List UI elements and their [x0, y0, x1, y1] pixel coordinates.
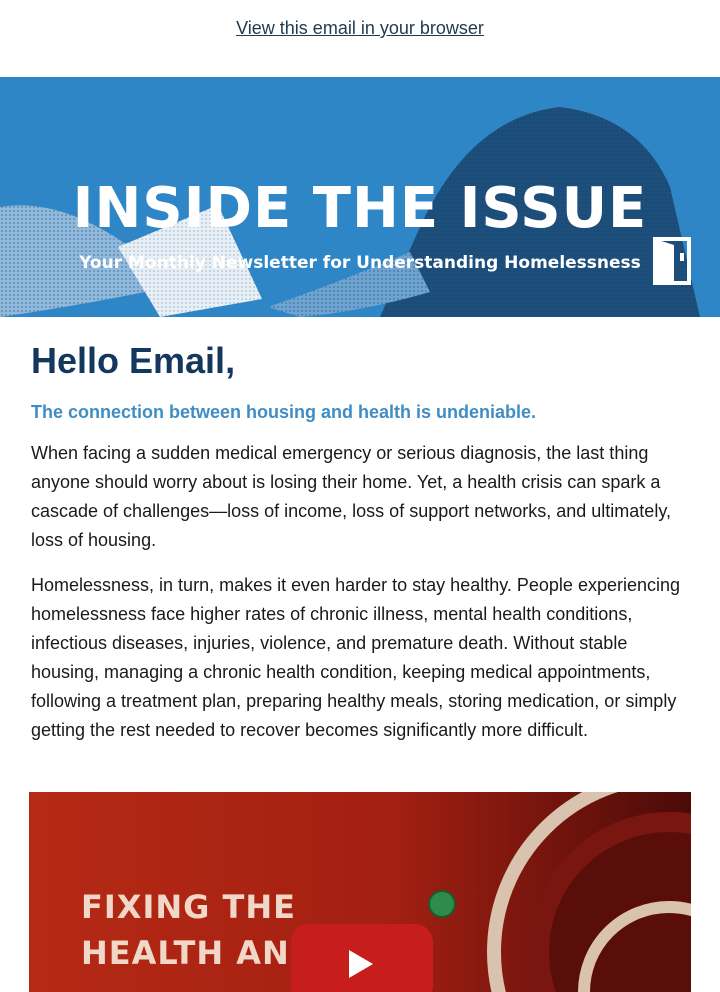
video-thumbnail[interactable]	[29, 792, 691, 992]
lead-text: The connection between housing and health is undeniable.	[31, 402, 537, 423]
video-title-line-2: HEALTH AN	[81, 934, 290, 972]
top-link-bar	[0, 0, 720, 77]
view-in-browser-link[interactable]: View this email in your browser	[236, 18, 484, 38]
play-button[interactable]	[291, 924, 433, 992]
banner-title: INSIDE THE ISSUE	[72, 176, 648, 241]
door-logo-icon	[652, 235, 692, 287]
play-icon	[349, 950, 373, 978]
video-title-line-1: FIXING THE	[81, 888, 296, 926]
email-body	[0, 317, 720, 745]
paragraph-1: When facing a sudden medical emergency or serious diagnosis, the last thing anyone should worry about is losing their home. Yet, a health crisis can spark a cascade of challenges—loss of income, loss of support networks, and ultimately, loss of housing.	[31, 443, 671, 551]
banner-subtitle: Your Monthly Newsletter for Understanding Homelessness	[79, 253, 641, 273]
video-title	[81, 884, 296, 976]
header-banner	[0, 77, 720, 317]
greeting-heading: Hello Email,	[31, 340, 236, 381]
paragraph-2: Homelessness, in turn, makes it even harder to stay healthy. People experiencing homelessness face higher rates of chronic illness, mental health conditions, infectious diseases, injuries, violence, and premature death. Without stable housing, managing a chronic health condition, keeping medical appointments, following a treatment plan, preparing healthy meals, storing medication, or simply getting the rest needed to recover becomes significantly more difficult.	[31, 575, 681, 741]
